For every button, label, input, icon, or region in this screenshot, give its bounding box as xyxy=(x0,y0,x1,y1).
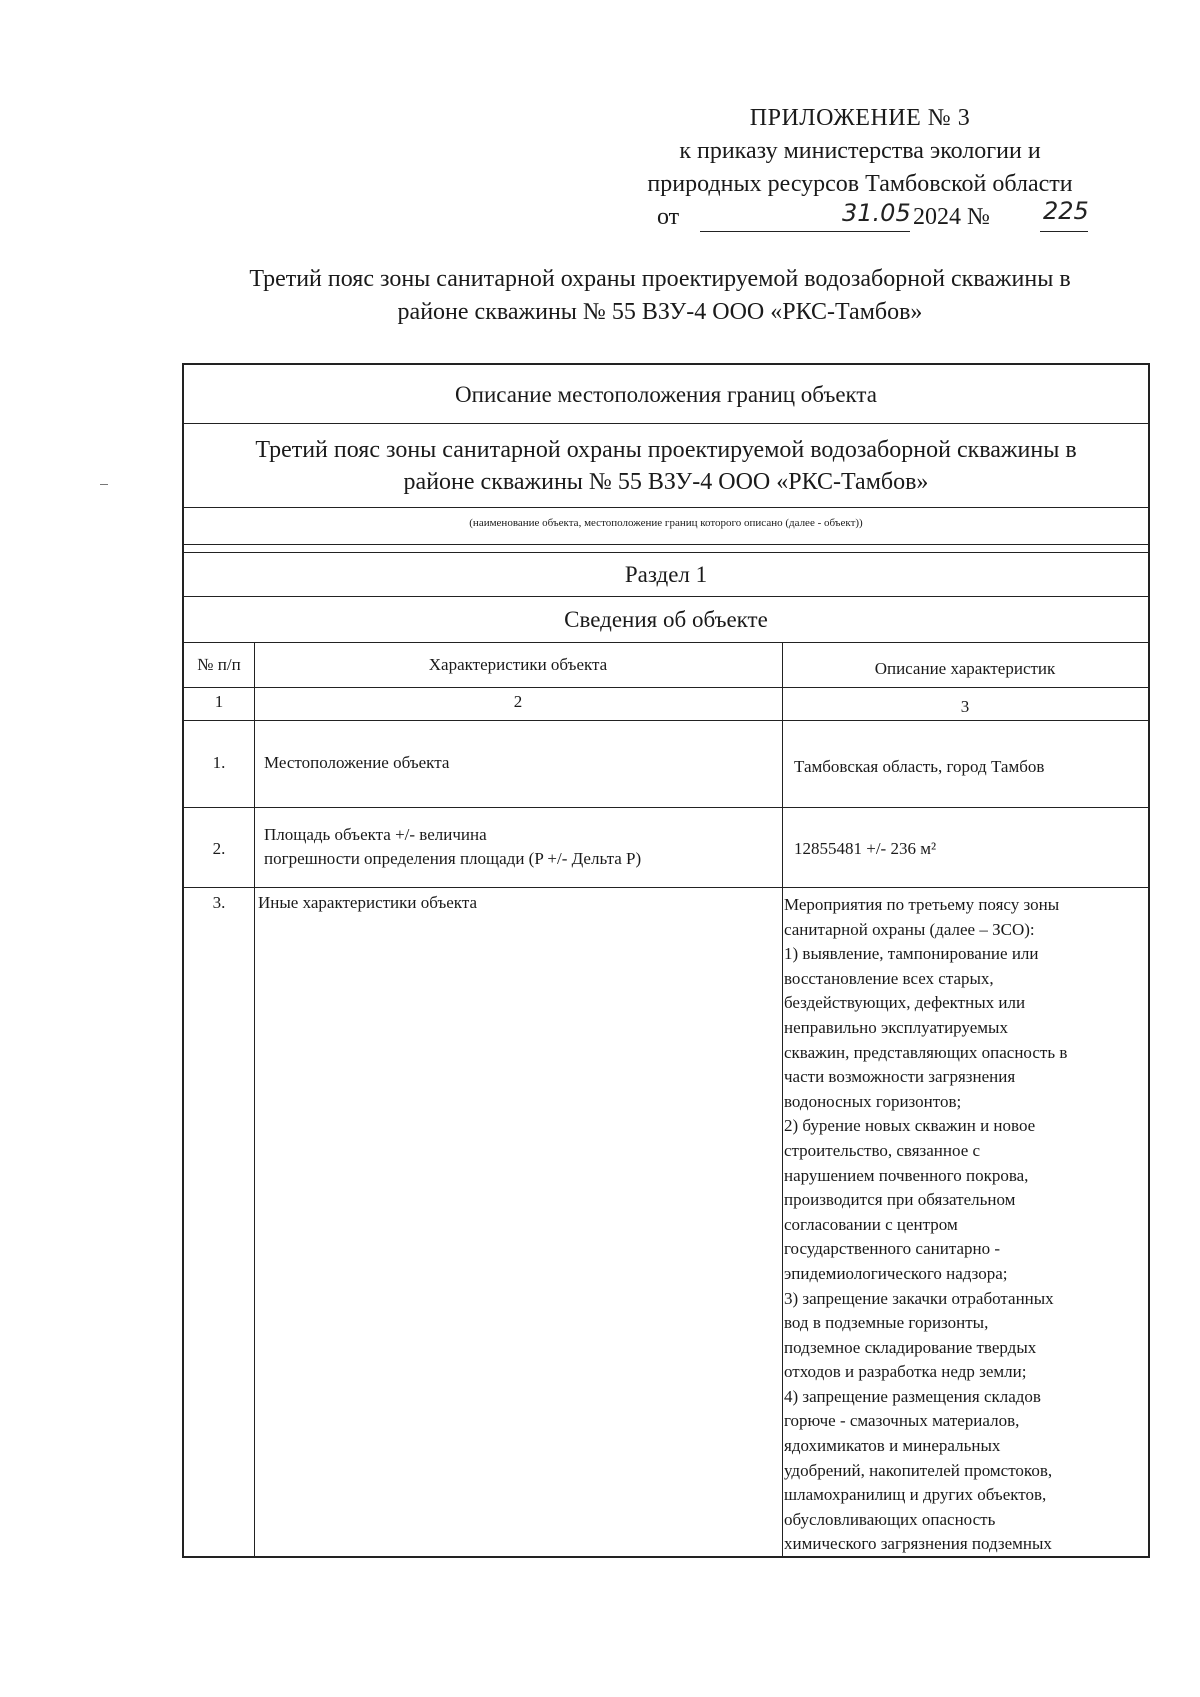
row-divider xyxy=(184,807,1148,808)
object-name xyxy=(184,424,1148,508)
appendix-line-1: к приказу министерства экологии и xyxy=(679,138,1041,164)
description-line: удобрений, накопителей промстоков, xyxy=(784,1460,1053,1480)
description-line: шламохранилищ и других объектов, xyxy=(784,1485,1047,1505)
row-2-characteristic-line-1: Площадь объекта +/- величина xyxy=(264,825,487,844)
description-line: ядохимикатов и минеральных xyxy=(784,1436,1001,1456)
handwritten-date: 31.05 xyxy=(842,199,911,227)
description-line: химического загрязнения подземных xyxy=(784,1534,1052,1554)
column-header-characteristic: Характеристики объекта xyxy=(428,655,608,674)
heading-line-1: Третий пояс зоны санитарной охраны проектируемой водозаборной скважины в xyxy=(249,266,1071,292)
description-line: Мероприятия по третьему поясу зоны xyxy=(784,895,1060,914)
description-line: нарушением почвенного покрова, xyxy=(784,1165,1029,1185)
description-line: скважин, представляющих опасность в xyxy=(784,1042,1068,1062)
column-number-1: 1 xyxy=(214,692,224,711)
description-line: водоносных горизонтов; xyxy=(784,1091,962,1111)
section-title: Раздел 1 xyxy=(184,553,1148,597)
number-blank-line xyxy=(1040,231,1088,232)
description-line: санитарной охраны (далее – ЗСО): xyxy=(784,919,1035,939)
description-line: восстановление всех старых, xyxy=(784,968,994,988)
appendix-date-line xyxy=(560,197,1160,234)
description-line: горюче - смазочных материалов, xyxy=(784,1411,1020,1431)
spacer-row xyxy=(184,545,1148,553)
description-header: Описание местоположения границ объекта xyxy=(184,365,1148,424)
section-subtitle: Сведения об объекте xyxy=(184,597,1148,643)
appendix-line-2: природных ресурсов Тамбовской области xyxy=(647,171,1073,197)
date-blank-line xyxy=(700,231,910,232)
column-divider-1 xyxy=(254,643,255,1556)
description-line: 2) бурение новых скважин и новое xyxy=(784,1116,1036,1136)
row-1-description: Тамбовская область, город Тамбов xyxy=(794,757,1045,776)
row-3-number: 3. xyxy=(212,893,226,912)
year-label: 2024 № xyxy=(913,204,990,230)
column-header-number: № п/п xyxy=(197,655,241,674)
row-2-characteristic xyxy=(264,823,774,871)
object-name-line-1: Третий пояс зоны санитарной охраны проектируемой водозаборной скважины в xyxy=(255,437,1077,463)
row-3-description xyxy=(784,893,1148,1557)
description-line: производится при обязательном xyxy=(784,1190,1016,1210)
object-name-line-2: районе скважины № 55 ВЗУ-4 ООО «РКС-Тамбов» xyxy=(403,469,929,495)
row-divider xyxy=(184,687,1148,688)
characteristics-grid xyxy=(184,643,1148,1556)
row-2-number: 2. xyxy=(212,839,226,858)
handwritten-order-number: 225 xyxy=(1043,197,1089,225)
description-line: неправильно эксплуатируемых xyxy=(784,1017,1008,1037)
description-line: 4) запрещение размещения складов xyxy=(784,1386,1041,1406)
heading-line-2: районе скважины № 55 ВЗУ-4 ООО «РКС-Тамбов» xyxy=(397,299,923,325)
description-line: согласовании с центром xyxy=(784,1214,958,1234)
description-line: обусловливающих опасность xyxy=(784,1509,996,1529)
column-number-3: 3 xyxy=(960,697,970,716)
row-1-characteristic: Местоположение объекта xyxy=(264,753,450,772)
column-divider-2 xyxy=(782,643,783,1556)
description-line: части возможности загрязнения xyxy=(784,1067,1016,1087)
document-heading xyxy=(160,263,1160,329)
description-line: 3) запрещение закачки отработанных xyxy=(784,1288,1054,1308)
description-line: государственного санитарно - xyxy=(784,1239,1001,1259)
description-line: 1) выявление, тампонирование или xyxy=(784,944,1039,964)
object-table xyxy=(182,363,1150,1558)
column-header-description: Описание характеристик xyxy=(874,659,1056,678)
object-name-note: (наименование объекта, местоположение границ которого описано (далее - объект)) xyxy=(184,508,1148,545)
row-3-characteristic: Иные характеристики объекта xyxy=(258,893,478,912)
description-line: бездействующих, дефектных или xyxy=(784,993,1026,1013)
row-2-characteristic-line-2: погрешности определения площади (P +/- Дельта P) xyxy=(264,849,642,868)
row-2-description: 12855481 +/- 236 м² xyxy=(794,839,937,858)
row-1-number: 1. xyxy=(212,753,226,772)
row-divider xyxy=(184,720,1148,721)
column-number-2: 2 xyxy=(513,692,523,711)
description-line: вод в подземные горизонты, xyxy=(784,1313,989,1333)
description-line: отходов и разработка недр земли; xyxy=(784,1362,1027,1382)
description-line: строительство, связанное с xyxy=(784,1140,981,1160)
appendix-header xyxy=(560,102,1160,234)
from-label: от xyxy=(657,204,680,230)
margin-mark xyxy=(100,484,108,485)
description-line: эпидемиологического надзора; xyxy=(784,1263,1008,1283)
description-line: подземное складирование твердых xyxy=(784,1337,1037,1357)
appendix-title: ПРИЛОЖЕНИЕ № 3 xyxy=(749,105,971,131)
row-divider xyxy=(184,887,1148,888)
